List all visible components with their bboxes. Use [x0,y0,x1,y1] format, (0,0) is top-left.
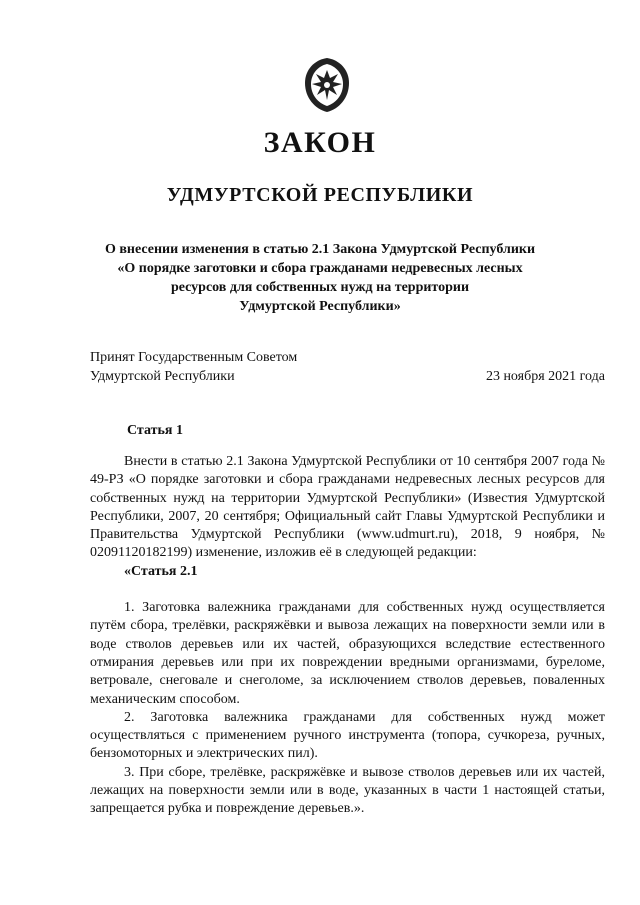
point-paragraph: 3. При сборе, трелёвке, раскряжёвке и вывозе стволов деревьев или их частей, лежащих на поверхности земли или в воде, указанных в части 1 настоящей статьи, запрещается рубка и повреждение деревьев.». [90,764,605,817]
law-heading [90,240,550,316]
point-paragraph: 1. Заготовка валежника гражданами для собственных нужд осуществляется путём сбора, трелёвки, раскряжёвки и вывоза лежащих на поверхности земли или в воде стволов деревьев или их частей, образующихся вследствие естественного отмирания деревьев или при их повреждении вредными организмами, буреломе, ветровале, снеговале и снеголоме, за исключением стволов деревьев, поваленных механическим способом. [90,600,605,707]
quoted-article-title: «Статья 2.1 [124,563,198,579]
article-points [90,599,605,819]
adopted-by-line-2: Удмуртской Республики [90,369,235,384]
heading-line: Удмуртской Республики» [239,299,401,314]
adopted-by-line-1: Принят Государственным Советом [90,350,298,365]
point-paragraph: 2. Заготовка валежника гражданами для собственных нужд может осуществляться с применением ручного инструмента (топора, сучкореза, ручных, бензомоторных и электрических пил). [90,709,605,762]
adoption-block [90,348,605,386]
udmurt-coat-of-arms-icon [302,56,352,114]
article-body [90,453,605,819]
intro-paragraph: Внести в статью 2.1 Закона Удмуртской Республики от 10 сентября 2007 года № 49-РЗ «О порядке заготовки и сбора гражданами недревесных лесных ресурсов для собственных нужд на территории Удмуртской Республики» (Известия Удмуртской Республики, 2007, 20 сентября; Официальный сайт Главы Удмуртской Республики и Правительства Удмуртской Республики (www.udmurt.ru), 2018, 9 ноября, № 02091120182199) изменение, изложив её в следующей редакции: [90,454,605,561]
document-title: ЗАКОН [263,126,377,159]
heading-line: «О порядке заготовки и сбора гражданами недревесных лесных [117,261,523,276]
article-title: Статья 1 [127,423,183,438]
document-subtitle: УДМУРТСКОЙ РЕСПУБЛИКИ [166,184,474,206]
heading-line: ресурсов для собственных нужд на территории [170,280,470,295]
adoption-date: 23 ноября 2021 года [485,369,605,384]
heading-line: О внесении изменения в статью 2.1 Закона Удмуртской Республики [104,242,536,257]
